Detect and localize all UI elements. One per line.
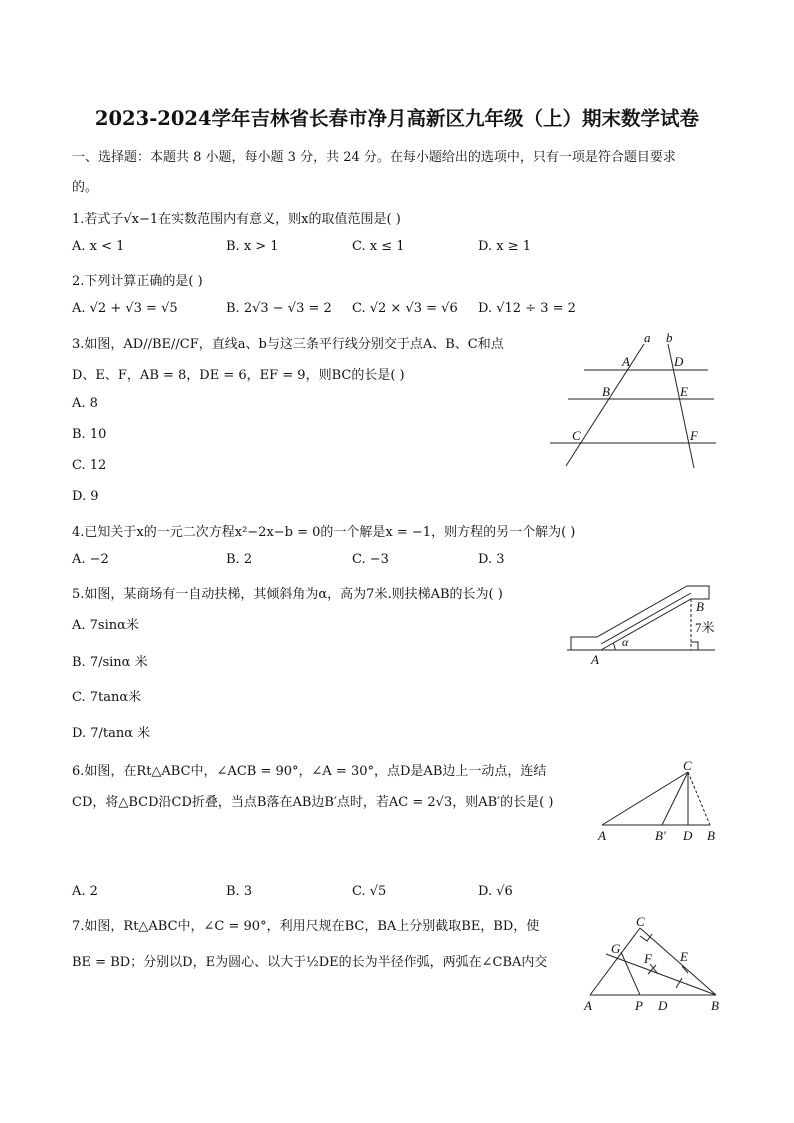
- q7-label-G: G: [611, 941, 621, 956]
- q2-option-c: C. √2 × √3 = √6: [352, 301, 458, 316]
- q5-label-B: B: [696, 599, 704, 614]
- q5-option-c: C. 7tanα米: [72, 690, 142, 705]
- page-title: 2023-2024学年吉林省长春市净月高新区九年级（上）期末数学试卷: [94, 107, 700, 130]
- q6-stem-line1: 6.如图，在Rt△ABC中，∠ACB = 90°，∠A = 30°，点D是AB边上一动点，连结: [72, 764, 547, 779]
- q3-stem-line2: D、E、F，AB = 8，DE = 6，EF = 9，则BC的长是( ): [72, 368, 405, 383]
- q6-stem-line2: CD，将△BCD沿CD折叠，当点B落在AB边B′点时，若AC = 2√3，则AB′的长是( ): [72, 795, 554, 810]
- q6-option-b: B. 3: [226, 884, 253, 899]
- section-heading-cont: 的。: [72, 180, 99, 195]
- q5-label-A: A: [591, 652, 599, 667]
- q7-tick-d: [676, 978, 682, 988]
- q2-stem: 2.下列计算正确的是( ): [72, 274, 203, 289]
- q3-label-a: a: [644, 330, 651, 345]
- q4-option-a: A. −2: [72, 552, 109, 567]
- q7-label-E: E: [680, 949, 688, 964]
- q2-option-a: A. √2 + √3 = √5: [72, 301, 178, 316]
- q7-stem-line2: BE = BD；分别以D，E为圆心、以大于½DE的长为半径作弧，两弧在∠CBA内交: [72, 955, 548, 970]
- q3-option-a: A. 8: [72, 396, 98, 411]
- q7-bisector: [606, 954, 716, 995]
- q3-option-d: D. 9: [72, 489, 99, 504]
- q3-label-B: B: [602, 384, 610, 399]
- q6-option-c: C. √5: [352, 884, 387, 899]
- q6-side-cb: [688, 772, 710, 825]
- q7-label-F: F: [644, 951, 652, 966]
- q5-escalator-body: [571, 586, 709, 650]
- q6-label-A: A: [598, 828, 606, 843]
- q1-option-a: A. x < 1: [72, 239, 125, 254]
- q1-option-d: D. x ≥ 1: [478, 239, 531, 254]
- q3-figure: [548, 330, 718, 470]
- q7-label-C: C: [636, 914, 645, 929]
- q3-line-a: [566, 344, 644, 466]
- q6-label-B: B: [707, 828, 715, 843]
- q3-option-c: C. 12: [72, 458, 107, 473]
- q5-label-height: 7米: [695, 620, 715, 635]
- q5-label-alpha: α: [622, 635, 629, 649]
- q5-right-angle: [691, 642, 698, 650]
- q5-escalator-figure: [565, 582, 725, 668]
- q3-stem-line1: 3.如图，AD//BE//CF，直线a、b与这三条平行线分别交于点A、B、C和点: [72, 337, 504, 352]
- q6-label-B-prime: B′: [655, 828, 666, 843]
- q1-option-b: B. x > 1: [226, 239, 279, 254]
- q2-option-b: B. 2√3 − √3 = 2: [226, 301, 332, 316]
- q3-label-C: C: [572, 428, 581, 443]
- q5-option-b: B. 7/sinα 米: [72, 655, 148, 670]
- q5-stem: 5.如图，某商场有一自动扶梯，其倾斜角为α，高为7米.则扶梯AB的长为( ): [72, 587, 503, 602]
- q3-label-E: E: [680, 384, 688, 399]
- q4-option-c: C. −3: [352, 552, 389, 567]
- q6-option-a: A. 2: [72, 884, 98, 899]
- q5-escalator-rail: [601, 593, 691, 644]
- q7-label-D: D: [658, 998, 668, 1013]
- q7-segment-gp: [621, 952, 640, 995]
- q7-construction-figure: [578, 914, 726, 1016]
- q6-option-d: D. √6: [478, 884, 513, 899]
- q7-stem-line1: 7.如图，Rt△ABC中，∠C = 90°，利用尺规在BC，BA上分别截取BE，BD，使: [72, 919, 540, 934]
- q5-angle-arc: [613, 643, 615, 650]
- q3-label-D: D: [674, 354, 684, 369]
- q4-option-d: D. 3: [478, 552, 505, 567]
- q1-option-c: C. x ≤ 1: [352, 239, 405, 254]
- q2-option-d: D. √12 ÷ 3 = 2: [478, 301, 576, 316]
- q3-label-F: F: [690, 428, 698, 443]
- q7-label-P: P: [635, 998, 643, 1013]
- q6-triangle-figure: [592, 758, 724, 844]
- q6-label-D: D: [683, 828, 693, 843]
- q3-label-b: b: [666, 330, 673, 345]
- q1-stem: 1.若式子√x−1在实数范围内有意义，则x的取值范围是( ): [72, 212, 401, 227]
- q7-side-ac: [590, 928, 640, 995]
- q7-label-B: B: [711, 998, 719, 1013]
- q7-label-A: A: [584, 998, 592, 1013]
- q6-label-C: C: [683, 758, 692, 773]
- q3-label-A: A: [622, 354, 630, 369]
- section-heading: 一、选择题：本题共 8 小题，每小题 3 分，共 24 分。在每小题给出的选项中，只有一项是符合题目要求: [72, 150, 676, 165]
- q5-option-d: D. 7/tanα 米: [72, 726, 151, 741]
- q4-stem: 4.已知关于x的一元二次方程x²−2x−b = 0的一个解是x = −1，则方程的另一个解为( ): [72, 525, 576, 540]
- q5-option-a: A. 7sinα米: [72, 618, 139, 633]
- q3-option-b: B. 10: [72, 427, 107, 442]
- q4-option-b: B. 2: [226, 552, 253, 567]
